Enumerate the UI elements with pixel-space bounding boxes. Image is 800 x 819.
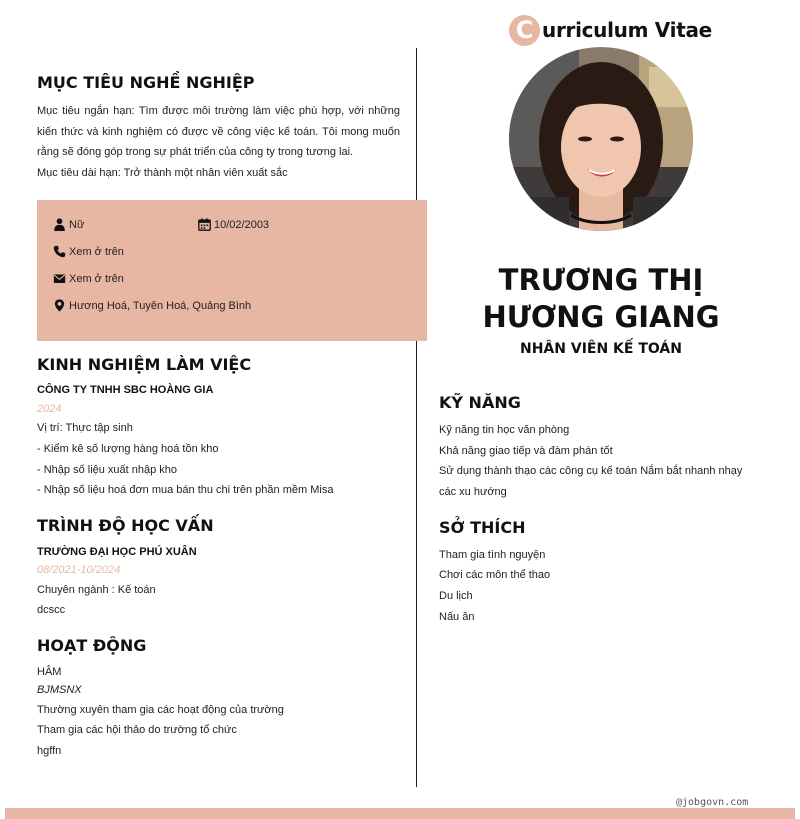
cv-logo — [509, 14, 712, 46]
education-line: dcscc — [37, 604, 66, 616]
watermark: @jobgovn.com — [676, 797, 749, 808]
activities-org: HÂM — [37, 666, 62, 678]
experience-period: 2024 — [37, 403, 62, 415]
experience-line: - Nhập số liệu hoá đơn mua bán thu chi trên phần mềm Misa — [37, 484, 334, 496]
activities-line: hgffn — [37, 745, 62, 757]
dob-row — [198, 218, 269, 231]
map-pin-icon — [53, 299, 66, 312]
education-period: 08/2021-10/2024 — [37, 564, 121, 576]
objective-heading: MỤC TIÊU NGHỀ NGHIỆP — [37, 73, 255, 92]
objective-short-term: Mục tiêu ngắn hạn: Tìm được môi trường làm việc phù hợp, với những kiến thức và kinh nghiệm có được về công việc kế toán. Tôi mong muốn rằng sẽ đóng góp trong sự phát triển của công ty trong tương lai. — [37, 105, 400, 158]
experience-heading: KINH NGHIỆM LÀM VIỆC — [37, 355, 252, 374]
phone-row — [53, 245, 124, 258]
experience-line: Vị trí: Thực tập sinh — [37, 422, 133, 434]
dob-value: 10/02/2003 — [214, 218, 270, 231]
hobbies-heading: SỞ THÍCH — [439, 518, 526, 537]
experience-line: - Kiểm kê số lượng hàng hoá tồn kho — [37, 443, 219, 455]
logo-text: urriculum Vitae — [542, 18, 712, 42]
objective-text — [37, 101, 400, 183]
skill-item: các xu hướng — [439, 486, 507, 498]
skill-item: Khả năng giao tiếp và đàm phán tốt — [439, 445, 613, 457]
email-value: Xem ở trên — [69, 272, 124, 285]
calendar-icon — [198, 218, 211, 231]
education-heading: TRÌNH ĐỘ HỌC VẤN — [37, 516, 214, 535]
hobby-item: Chơi các môn thể thao — [439, 569, 551, 581]
education-school: TRƯỜNG ĐẠI HỌC PHÚ XUÂN — [37, 546, 197, 558]
activities-line: Tham gia các hội thảo do trường tổ chức — [37, 724, 237, 736]
phone-icon — [53, 245, 66, 258]
profile-photo — [509, 47, 693, 231]
hobby-item: Du lịch — [439, 590, 473, 602]
address-value: Hương Hoá, Tuyên Hoá, Quảng Bình — [69, 299, 252, 312]
activities-heading: HOẠT ĐỘNG — [37, 636, 147, 655]
experience-company: CÔNG TY TNHH SBC HOÀNG GIA — [37, 384, 214, 396]
logo-letter: C — [509, 15, 540, 46]
skill-item: Sử dụng thành thạo các công cụ kế toán Nắm bắt nhanh nhạy — [439, 465, 743, 477]
objective-long-term: Mục tiêu dài hạn: Trở thành một nhân viên xuất sắc — [37, 166, 288, 179]
skills-heading: KỸ NĂNG — [439, 393, 521, 412]
address-row — [53, 299, 251, 312]
skill-item: Kỹ năng tin học văn phòng — [439, 424, 570, 436]
hobby-item: Tham gia tình nguyện — [439, 549, 546, 561]
full-name: TRƯƠNG THỊ HƯƠNG GIANG — [482, 263, 720, 334]
gender-row — [53, 218, 84, 231]
hobby-item: Nấu ăn — [439, 611, 475, 623]
email-row — [53, 272, 124, 285]
footer-bar — [5, 808, 795, 819]
envelope-icon — [53, 272, 66, 285]
experience-line: - Nhập số liệu xuất nhập kho — [37, 464, 178, 476]
education-line: Chuyên ngành : Kế toán — [37, 584, 156, 596]
activities-line: Thường xuyên tham gia các hoạt động của trường — [37, 704, 284, 716]
portrait-image — [509, 47, 693, 231]
contact-info-box — [37, 200, 427, 341]
gender-value: Nữ — [69, 218, 85, 231]
job-title: NHÂN VIÊN KẾ TOÁN — [520, 341, 682, 357]
person-icon — [53, 218, 66, 231]
column-divider — [416, 48, 417, 787]
phone-value: Xem ở trên — [69, 245, 124, 258]
activities-role: BJMSNX — [37, 684, 82, 696]
